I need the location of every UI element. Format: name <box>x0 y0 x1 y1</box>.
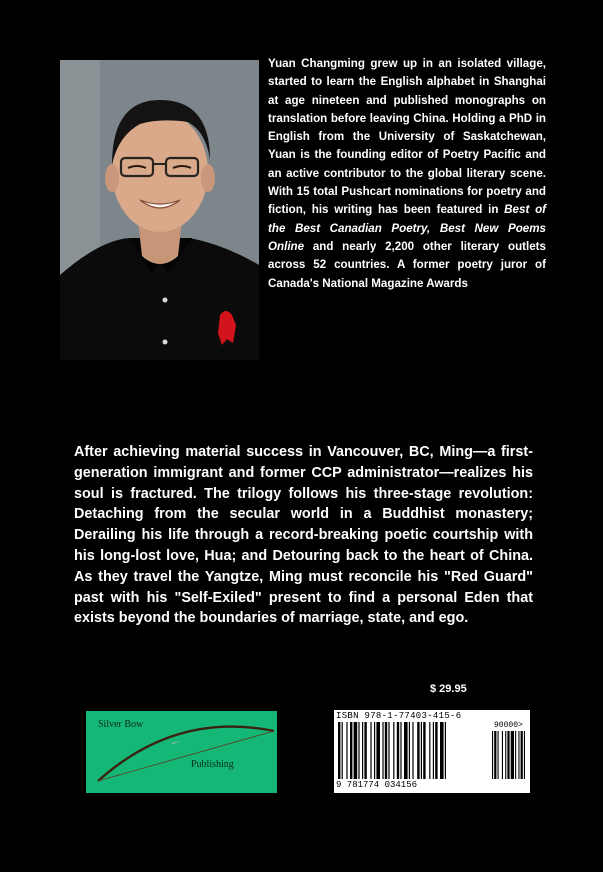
barcode-digits: 9 781774 034156 <box>336 780 418 790</box>
publisher-logo <box>86 711 277 793</box>
isbn-barcode <box>334 710 530 793</box>
featured-work-2: Best New Poems Online <box>268 221 546 253</box>
book-description: After achieving material success in Vancouver, BC, Ming—a first-generation immigrant and former CCP administrator—realizes his soul is fractured. The trilogy follows his three-stage revolution: Detaching from the secular world in a Buddhist monastery; Derailing his life through a record-breaking poetic courtship with his long-lost love, Hua; and Detouring back to the heart of China. As they travel the Yangtze, Ming must reconcile his "Red Guard" past with his "Self-Exiled" present to find a personal Eden that exists beyond the boundaries of marriage, state, and ego. <box>74 444 533 627</box>
price-label: $ 29.95 <box>430 683 467 695</box>
publisher-name-line1: Silver Bow <box>98 719 144 730</box>
isbn-number: ISBN 978-1-77403-415-6 <box>336 711 462 721</box>
author-bio: Yuan Changming grew up in an isolated village, started to learn the English alphabet in Shanghai at age nineteen and published monographs on translation before leaving China. Holding a PhD in English from the University of Saskatchewan, Yuan is the founding editor of Poetry Pacific and an active contributor to the global literary scene. With 15 total Pushcart nominations for poetry and fiction, his writing has been featured in Best of the Best Canadian Poetry, Best New Poems Online and nearly 2,200 other literary outlets across 52 countries. A former poetry juror of Canada's National Magazine Awards <box>268 57 547 290</box>
author-photo <box>60 60 259 360</box>
barcode-addon-digits: 90000> <box>494 721 523 730</box>
featured-work-1: Best of the Best Canadian Poetry, <box>268 203 547 235</box>
publisher-name-line2: Publishing <box>191 759 234 770</box>
